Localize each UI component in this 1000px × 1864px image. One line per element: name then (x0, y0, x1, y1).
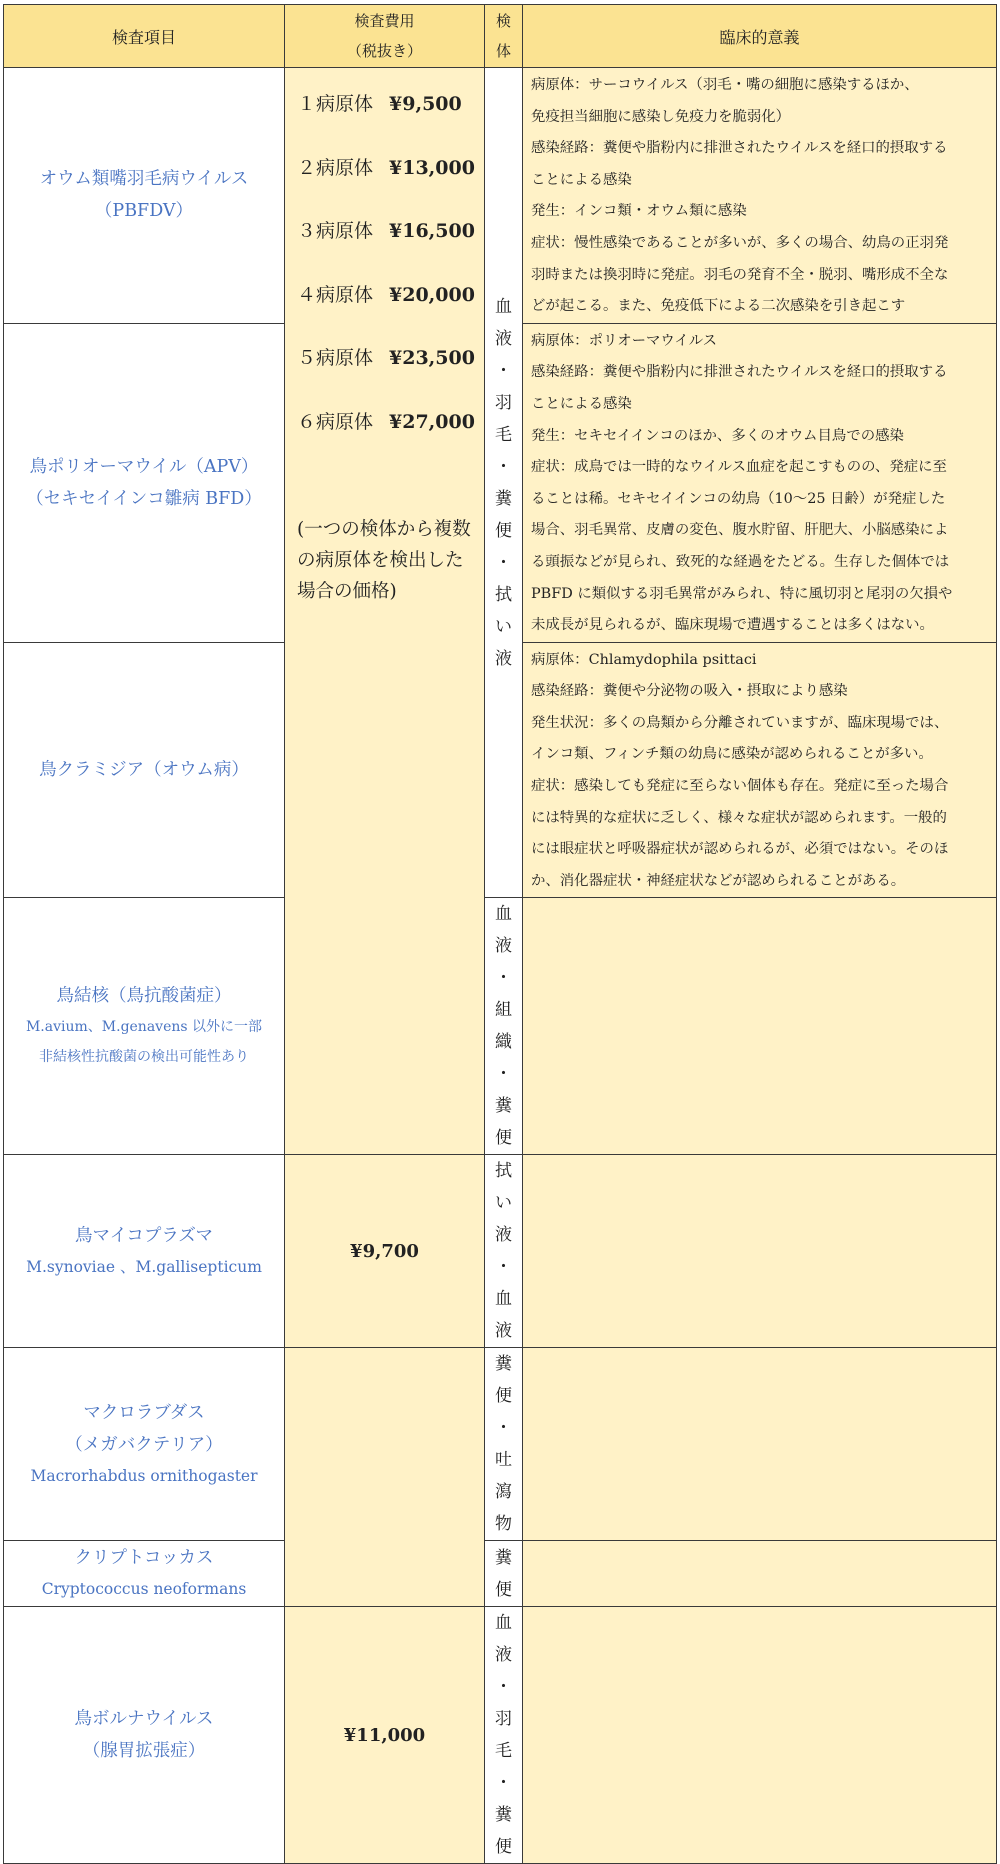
meaning-line: 病原体：ポリオーマウイルス (531, 332, 718, 349)
specimen-char: 血 (495, 1289, 512, 1310)
meaning-tuberculosis (523, 898, 997, 1155)
specimen-char: ・ (495, 1773, 512, 1794)
specimen-char: い (495, 1193, 512, 1214)
specimen-char: ・ (495, 360, 512, 381)
specimen-char: 拭 (495, 584, 512, 605)
item-chlamydia: 鳥クラミジア（オウム病） (4, 642, 285, 898)
meaning-pbfdv (523, 68, 997, 324)
meaning-line: インコ類、フィンチ類の幼鳥に感染が認められることが多い。 (531, 746, 933, 763)
specimen-char: ・ (495, 1064, 512, 1085)
meaning-line: か、消化器症状・神経症状などが認められることがある。 (531, 872, 906, 889)
specimen-tb (485, 898, 523, 1155)
header-fee-line2: （税抜き） (346, 42, 422, 60)
meaning-borna (523, 1607, 997, 1864)
fee-borna: ¥11,000 (285, 1607, 485, 1864)
specimen-myco (485, 1155, 523, 1348)
meaning-line: 感染経路：糞便や分泌物の吸入・摂取により感染 (531, 683, 848, 700)
specimen-char: 液 (495, 1225, 512, 1246)
specimen-char: ・ (495, 1418, 512, 1439)
fee-line: ３病原体 ¥16,500 (297, 220, 475, 242)
meaning-line: 発生：インコ類・オウム類に感染 (531, 203, 747, 220)
specimen-char: 羽 (495, 392, 512, 413)
specimen-macro (485, 1348, 523, 1541)
specimen-char: 織 (495, 1032, 512, 1053)
fee-schedule-cell (285, 68, 485, 1155)
table-row (4, 1348, 997, 1541)
specimen-char: 便 (495, 1579, 512, 1600)
fee-line: ２病原体 ¥13,000 (297, 156, 475, 179)
fee-line: ６病原体 ¥27,000 (297, 410, 475, 433)
meaning-line: には眼症状と呼吸器症状が認められるが、必須ではない。そのほ (531, 841, 949, 858)
meaning-line: どが起こる。また、免疫低下による二次感染を引き起こす (531, 298, 906, 315)
fee-line: １病原体 ¥9,500 (297, 93, 462, 115)
specimen-char: 血 (495, 296, 512, 317)
meaning-line: 感染経路：糞便や脂粉内に排泄されたウイルスを経口的摂取する (531, 140, 948, 157)
meaning-line: 発生：セキセイインコのほか、多くのオウム目鳥での感染 (531, 427, 904, 444)
header-meaning: 臨床的意義 (523, 5, 997, 68)
meaning-line: PBFD に類似する羽毛異常がみられ、特に風切羽と尾羽の欠損や (531, 585, 953, 602)
meaning-line: ことによる感染 (531, 395, 632, 412)
meaning-line: 未成長が見られるが、臨床現場で遭遇することは多くはない。 (531, 617, 934, 634)
specimen-char: ・ (495, 968, 512, 989)
specimen-char: ・ (495, 1677, 512, 1698)
meaning-line: 病原体：Chlamydophila psittaci (531, 651, 757, 668)
meaning-mycoplasma (523, 1155, 997, 1348)
specimen-char: ・ (495, 1257, 512, 1278)
header-item: 検査項目 (4, 5, 285, 68)
item-cryptococcus: クリプトコッカス Cryptococcus neoformans (4, 1541, 285, 1607)
specimen-char: 液 (495, 328, 512, 349)
item-borna: 鳥ボルナウイルス （腺胃拡張症） (4, 1607, 285, 1864)
specimen-char: 羽 (495, 1709, 512, 1730)
table-row (4, 1541, 997, 1607)
meaning-line: 発生状況：多くの鳥類から分離されていますが、臨床現場では、 (531, 714, 949, 731)
meaning-cryptococcus (523, 1541, 997, 1607)
specimen-char: 便 (495, 1837, 512, 1858)
table-row (4, 1607, 997, 1864)
specimen-crypto (485, 1541, 523, 1607)
specimen-char: 毛 (495, 1741, 512, 1762)
meaning-line: ることは稀。セキセイインコの幼鳥（10～25 日齢）が発症した (531, 490, 946, 507)
meaning-chlamydia (523, 642, 997, 898)
specimen-char: 便 (495, 1386, 512, 1407)
meaning-line: 症状：感染しても発症に至らない個体も存在。発症に至った場合 (531, 778, 949, 795)
specimen-char: 吐 (495, 1450, 512, 1471)
header-specimen: 検 体 (485, 5, 523, 68)
meaning-line: 病原体：サーコウイルス（羽毛・嘴の細胞に感染するほか、 (531, 77, 919, 93)
specimen-char: 液 (495, 936, 512, 957)
specimen-borna (485, 1607, 523, 1864)
specimen-char: 液 (495, 1321, 512, 1342)
specimen-char: 拭 (495, 1161, 512, 1182)
header-fee (285, 5, 485, 68)
item-macrorhabdus: マクロラブダス （メガバクテリア） Macrorhabdus ornithogaster (4, 1348, 285, 1541)
specimen-char: 糞 (495, 1805, 512, 1826)
item-tuberculosis: 鳥結核（鳥抗酸菌症） M.avium、M.genavens 以外に一部 非結核性抗酸菌の検出可能性あり (4, 898, 285, 1155)
specimen-char: 液 (495, 648, 512, 669)
fee-empty (285, 1348, 485, 1607)
item-pbfdv: オウム類嘴羽毛病ウイルス （PBFDV） (4, 68, 285, 324)
test-price-table (3, 4, 997, 1864)
specimen-char: ・ (495, 456, 512, 477)
meaning-line: 症状：慢性感染であることが多いが、多くの場合、幼鳥の正羽発 (531, 234, 949, 251)
meaning-line: ことによる感染 (531, 171, 632, 188)
fee-line: ４病原体 ¥20,000 (297, 283, 475, 306)
meaning-line: る頭振などが見られ、致死的な経過をたどる。生存した個体では (531, 553, 950, 570)
meaning-macrorhabdus (523, 1348, 997, 1541)
fee-mycoplasma: ¥9,700 (285, 1155, 485, 1348)
specimen-char: 便 (495, 1128, 512, 1149)
specimen-char: 組 (495, 1000, 512, 1021)
specimen-char: い (495, 616, 512, 637)
meaning-apv (523, 323, 997, 642)
specimen-char: 血 (495, 904, 512, 925)
meaning-line: 感染経路：糞便や脂粉内に排泄されたウイルスを経口的摂取する (531, 364, 948, 381)
meaning-line: 免疫担当細胞に感染し免疫力を脆弱化） (531, 108, 791, 125)
specimen-char: 糞 (495, 488, 512, 509)
specimen-char: 便 (495, 520, 512, 541)
specimen-group1 (485, 68, 523, 898)
specimen-char: 瀉 (495, 1482, 512, 1503)
table-row (4, 898, 997, 1155)
header-row (4, 5, 997, 68)
specimen-char: ・ (495, 552, 512, 573)
specimen-char: 糞 (495, 1354, 512, 1375)
specimen-char: 毛 (495, 424, 512, 445)
meaning-line: 場合、羽毛異常、皮膚の変色、腹水貯留、肝肥大、小脳感染によ (531, 522, 949, 539)
specimen-char: 糞 (495, 1547, 512, 1568)
specimen-char: 血 (495, 1613, 512, 1634)
specimen-char: 物 (495, 1514, 512, 1535)
table-row (4, 1155, 997, 1348)
meaning-line: には特異的な症状に乏しく、様々な症状が認められます。一般的 (531, 809, 947, 826)
fee-note: (一つの検体から複数の病原体を検出した場合の価格) (297, 519, 471, 602)
item-apv: 鳥ポリオーマウイル（APV） （セキセイインコ雛病 BFD） (4, 323, 285, 642)
header-fee-line1: 検査費用 (354, 12, 415, 30)
fee-line: ５病原体 ¥23,500 (297, 347, 475, 369)
item-mycoplasma: 鳥マイコプラズマ M.synoviae 、M.gallisepticum (4, 1155, 285, 1348)
table-row (4, 68, 997, 324)
specimen-char: 糞 (495, 1096, 512, 1117)
specimen-char: 液 (495, 1645, 512, 1666)
meaning-line: 症状：成鳥では一時的なウイルス血症を起こすものの、発症に至 (531, 459, 947, 476)
meaning-line: 羽時または換羽時に発症。羽毛の発育不全・脱羽、嘴形成不全な (531, 266, 949, 283)
